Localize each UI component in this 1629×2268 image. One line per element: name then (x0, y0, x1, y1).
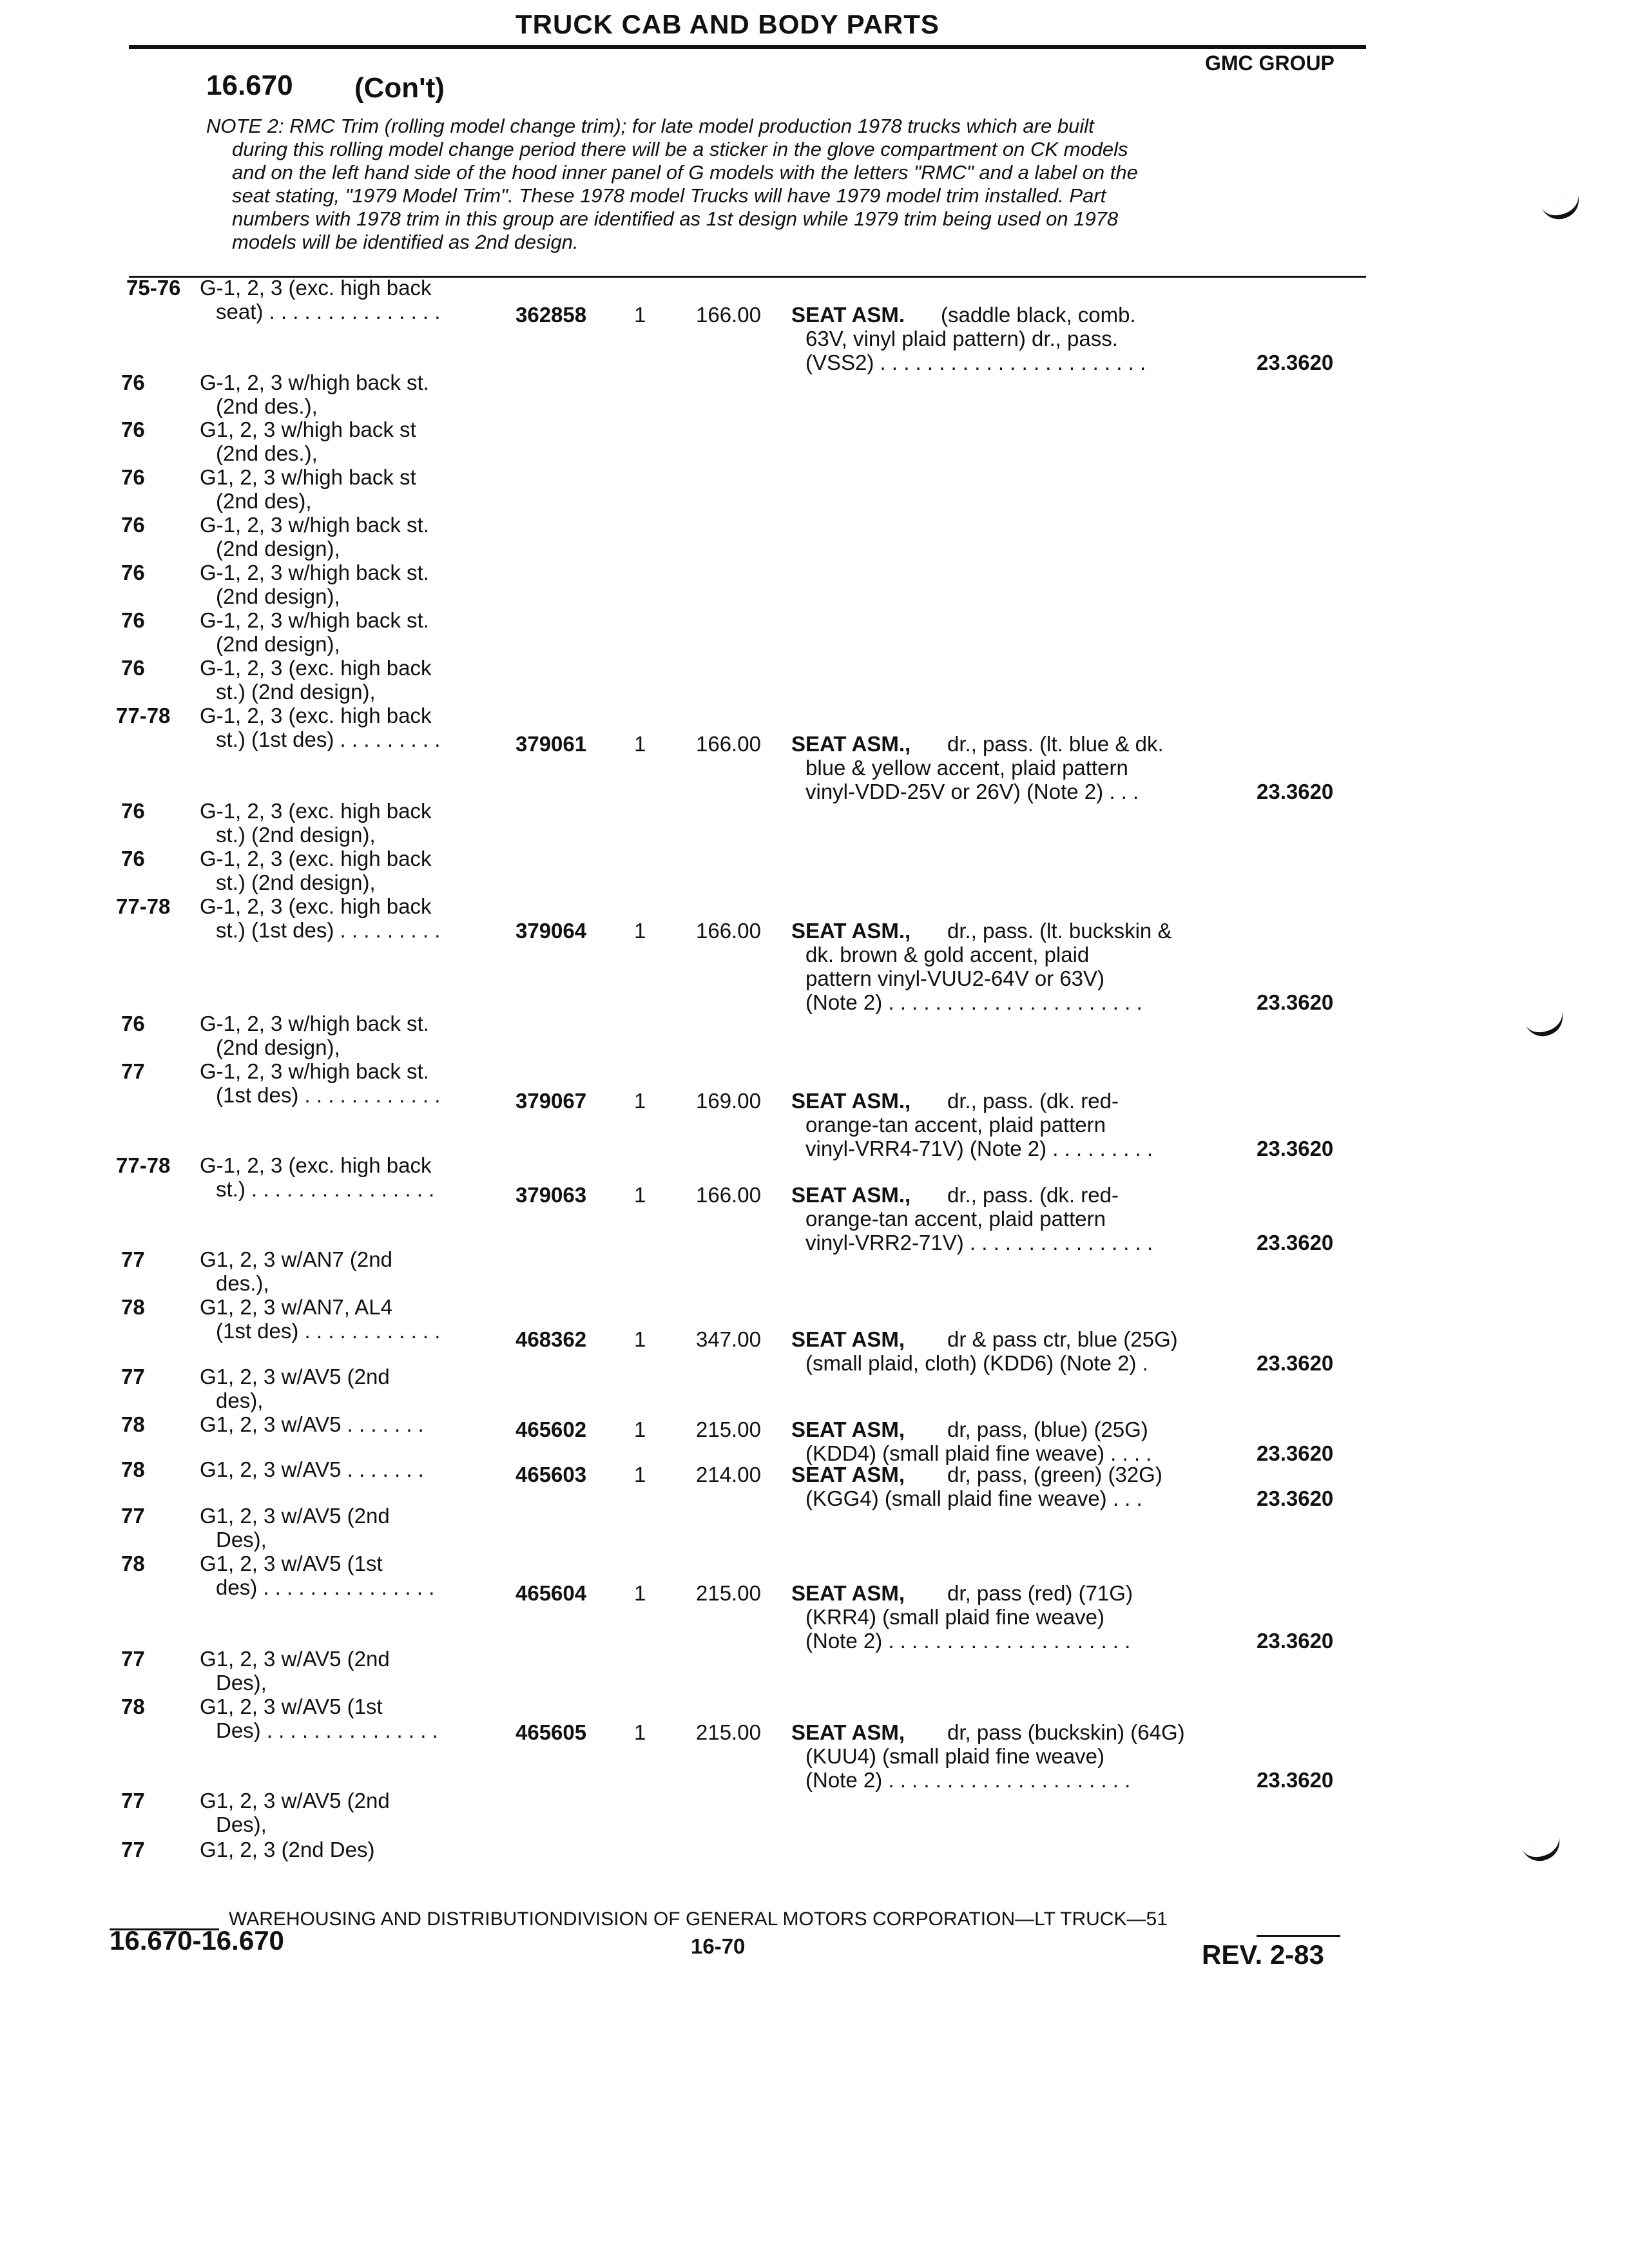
list-price: 169.00 (696, 1089, 761, 1113)
footer-page-number: 16-70 (691, 1934, 746, 1958)
header-rule (129, 45, 1366, 49)
group-code: 23.3620 (1257, 1231, 1334, 1254)
part-name: SEAT ASM. (791, 303, 905, 327)
footer-revision: REV. 2-83 (1202, 1939, 1324, 1970)
application-line: Des), (216, 1812, 267, 1836)
application-line: Des), (216, 1528, 267, 1552)
application-line: (2nd des.), (216, 441, 318, 465)
group-label: GMC GROUP (1205, 52, 1335, 75)
model-year: 76 (121, 608, 145, 632)
part-description: (KGG4) (small plaid fine weave) . . . (805, 1486, 1142, 1510)
application-line: G1, 2, 3 (2nd Des) (200, 1838, 375, 1861)
footer-rule-right (1257, 1935, 1340, 1937)
application-line: G-1, 2, 3 (exc. high back (200, 276, 432, 300)
part-description: dr, pass, (green) (32G) (947, 1463, 1162, 1486)
list-price: 215.00 (696, 1581, 761, 1605)
footer-division-line: WAREHOUSING AND DISTRIBUTIONDIVISION OF GENERAL MOTORS CORPORATION—LT TRUCK—51 (229, 1908, 1168, 1930)
group-code: 23.3620 (1257, 1351, 1334, 1375)
group-code: 23.3620 (1257, 780, 1334, 803)
model-year: 76 (121, 656, 145, 680)
part-description: (VSS2) . . . . . . . . . . . . . . . . . . . . . . . (805, 351, 1146, 374)
part-description: orange-tan accent, plaid pattern (805, 1207, 1106, 1231)
rmc-trim-note (206, 115, 1366, 254)
group-code: 23.3620 (1257, 1137, 1334, 1160)
quantity: 1 (634, 1720, 646, 1744)
part-number: 465602 (516, 1418, 587, 1441)
application-line: des) . . . . . . . . . . . . . . . (216, 1575, 435, 1599)
application-line: G1, 2, 3 w/AV5 (2nd (200, 1789, 390, 1812)
note-line: models will be identified as 2nd design. (232, 231, 579, 253)
application-line: (2nd design), (216, 584, 340, 608)
application-line: G-1, 2, 3 (exc. high back (200, 799, 432, 823)
page-title: TRUCK CAB AND BODY PARTS (516, 9, 940, 39)
model-year: 76 (121, 465, 145, 489)
application-line: G1, 2, 3 w/AV5 (1st (200, 1695, 383, 1718)
application-line: G1, 2, 3 w/high back st (200, 418, 416, 441)
application-line: G1, 2, 3 w/AV5 . . . . . . . (200, 1457, 424, 1481)
part-number: 465603 (516, 1463, 587, 1486)
application-line: Des), (216, 1671, 267, 1695)
model-year: 77-78 (116, 894, 171, 918)
part-name: SEAT ASM, (791, 1418, 905, 1441)
part-description: vinyl-VRR2-71V) . . . . . . . . . . . . . . . . (805, 1231, 1153, 1254)
application-line: G1, 2, 3 w/AV5 . . . . . . . (200, 1412, 424, 1436)
application-line: G1, 2, 3 w/AN7, AL4 (200, 1295, 392, 1319)
part-description: dr., pass. (lt. buckskin & (947, 919, 1172, 943)
group-code: 23.3620 (1257, 1486, 1334, 1510)
application-line: G-1, 2, 3 (exc. high back (200, 656, 432, 680)
list-price: 215.00 (696, 1720, 761, 1744)
part-description: orange-tan accent, plaid pattern (805, 1113, 1106, 1137)
note-line: numbers with 1978 trim in this group are identified as 1st design while 1979 trim being used on 1978 (232, 207, 1119, 230)
application-line: G-1, 2, 3 w/high back st. (200, 561, 429, 584)
model-year: 76 (121, 418, 145, 441)
application-line: G1, 2, 3 w/AV5 (1st (200, 1552, 383, 1575)
application-line: G1, 2, 3 w/AV5 (2nd (200, 1647, 390, 1671)
part-number: 379067 (516, 1089, 587, 1113)
model-year: 77 (121, 1789, 145, 1812)
part-number: 379064 (516, 919, 587, 943)
application-line: G1, 2, 3 w/AV5 (2nd (200, 1365, 390, 1389)
model-year: 75-76 (126, 276, 181, 300)
list-price: 214.00 (696, 1463, 761, 1486)
group-code: 23.3620 (1257, 351, 1334, 374)
part-name: SEAT ASM, (791, 1720, 905, 1744)
group-code: 23.3620 (1257, 990, 1334, 1014)
application-line: des.), (216, 1271, 269, 1295)
part-name: SEAT ASM., (791, 732, 911, 756)
group-code: 23.3620 (1257, 1629, 1334, 1653)
part-number: 362858 (516, 303, 587, 327)
application-line: G-1, 2, 3 w/high back st. (200, 608, 429, 632)
part-description: (small plaid, cloth) (KDD6) (Note 2) . (805, 1351, 1148, 1375)
model-year: 78 (121, 1457, 145, 1481)
part-name: SEAT ASM., (791, 1089, 911, 1113)
part-name: SEAT ASM, (791, 1327, 905, 1351)
model-year: 76 (121, 561, 145, 584)
model-year: 77-78 (116, 704, 171, 727)
part-description: dr., pass. (dk. red- (947, 1089, 1119, 1113)
part-description: (KRR4) (small plaid fine weave) (805, 1605, 1104, 1629)
note-line: NOTE 2: RMC Trim (rolling model change trim); for late model production 1978 trucks which are built (206, 115, 1094, 137)
model-year: 77 (121, 1647, 145, 1671)
part-name: SEAT ASM., (791, 919, 911, 943)
application-line: G-1, 2, 3 w/high back st. (200, 1059, 429, 1083)
application-line: G-1, 2, 3 (exc. high back (200, 847, 432, 870)
footer-range: 16.670-16.670 (110, 1925, 284, 1956)
model-year: 78 (121, 1695, 145, 1718)
quantity: 1 (634, 303, 646, 327)
part-number: 465604 (516, 1581, 587, 1605)
list-price: 166.00 (696, 303, 761, 327)
binder-mark (1525, 1011, 1568, 1042)
part-number: 468362 (516, 1327, 587, 1351)
application-line: G-1, 2, 3 (exc. high back (200, 894, 432, 918)
application-line: st.) (2nd design), (216, 870, 376, 894)
section-number: 16.670 (206, 70, 293, 101)
model-year: 76 (121, 513, 145, 537)
part-description: dr., pass. (dk. red- (947, 1183, 1119, 1207)
part-description: blue & yellow accent, plaid pattern (805, 756, 1128, 780)
quantity: 1 (634, 1327, 646, 1351)
part-name: SEAT ASM, (791, 1581, 905, 1605)
application-line: st.) (2nd design), (216, 823, 376, 847)
part-description: dr., pass. (lt. blue & dk. (947, 732, 1164, 756)
model-year: 76 (121, 847, 145, 870)
part-number: 465605 (516, 1720, 587, 1744)
quantity: 1 (634, 1581, 646, 1605)
binder-mark (1522, 1836, 1565, 1867)
application-line: (2nd design), (216, 537, 340, 561)
part-description: (Note 2) . . . . . . . . . . . . . . . . . . . . . . (805, 990, 1142, 1014)
model-year: 78 (121, 1552, 145, 1575)
part-description: (KUU4) (small plaid fine weave) (805, 1744, 1104, 1768)
list-price: 215.00 (696, 1418, 761, 1441)
model-year: 77-78 (116, 1153, 171, 1177)
quantity: 1 (634, 1089, 646, 1113)
application-line: G1, 2, 3 w/high back st (200, 465, 416, 489)
group-code: 23.3620 (1257, 1441, 1334, 1465)
part-description: (KDD4) (small plaid fine weave) . . . . (805, 1441, 1152, 1465)
quantity: 1 (634, 732, 646, 756)
model-year: 77 (121, 1504, 145, 1528)
list-price: 166.00 (696, 1183, 761, 1207)
quantity: 1 (634, 919, 646, 943)
part-number: 379061 (516, 732, 587, 756)
application-line: (2nd des), (216, 489, 312, 513)
note-line: during this rolling model change period there will be a sticker in the glove compartment on CK models (232, 138, 1128, 160)
note-line: seat stating, "1979 Model Trim". These 1978 model Trucks will have 1979 model trim installed. Part (232, 184, 1106, 207)
application-line: (1st des) . . . . . . . . . . . . (216, 1319, 441, 1343)
quantity: 1 (634, 1463, 646, 1486)
model-year: 77 (121, 1059, 145, 1083)
application-line: (1st des) . . . . . . . . . . . . (216, 1083, 441, 1107)
group-code: 23.3620 (1257, 1768, 1334, 1792)
binder-mark (1541, 194, 1584, 225)
application-line: st.) . . . . . . . . . . . . . . . . (216, 1177, 435, 1201)
part-name: SEAT ASM., (791, 1183, 911, 1207)
application-line: (2nd des.), (216, 394, 318, 418)
part-description: dr, pass (red) (71G) (947, 1581, 1133, 1605)
application-line: G-1, 2, 3 w/high back st. (200, 1012, 429, 1035)
application-line: (2nd design), (216, 632, 340, 656)
part-description: dk. brown & gold accent, plaid (805, 943, 1090, 966)
application-line: G-1, 2, 3 w/high back st. (200, 513, 429, 537)
part-description: vinyl-VDD-25V or 26V) (Note 2) . . . (805, 780, 1139, 803)
application-line: G-1, 2, 3 (exc. high back (200, 1153, 432, 1177)
list-price: 166.00 (696, 732, 761, 756)
part-description: (Note 2) . . . . . . . . . . . . . . . . . . . . . (805, 1768, 1131, 1792)
list-price: 166.00 (696, 919, 761, 943)
part-description: (Note 2) . . . . . . . . . . . . . . . . . . . . . (805, 1629, 1131, 1653)
application-line: (2nd design), (216, 1035, 340, 1059)
model-year: 78 (121, 1295, 145, 1319)
part-description: dr & pass ctr, blue (25G) (947, 1327, 1178, 1351)
application-line: st.) (1st des) . . . . . . . . . (216, 727, 441, 751)
part-description: dr, pass, (blue) (25G) (947, 1418, 1148, 1441)
note-line: and on the left hand side of the hood inner panel of G models with the letters "RMC" and a label on the (232, 161, 1138, 184)
model-year: 76 (121, 370, 145, 394)
part-description: pattern vinyl-VUU2-64V or 63V) (805, 966, 1105, 990)
application-line: G-1, 2, 3 (exc. high back (200, 704, 432, 727)
application-line: Des) . . . . . . . . . . . . . . . (216, 1718, 438, 1742)
section-continued: (Con't) (354, 72, 445, 104)
part-name: SEAT ASM, (791, 1463, 905, 1486)
model-year: 78 (121, 1412, 145, 1436)
application-line: st.) (2nd design), (216, 680, 376, 704)
model-year: 76 (121, 1012, 145, 1035)
part-description: (saddle black, comb. (941, 303, 1136, 327)
list-price: 347.00 (696, 1327, 761, 1351)
model-year: 77 (121, 1247, 145, 1271)
quantity: 1 (634, 1418, 646, 1441)
part-description: vinyl-VRR4-71V) (Note 2) . . . . . . . . . (805, 1137, 1153, 1160)
application-line: G1, 2, 3 w/AN7 (2nd (200, 1247, 392, 1271)
quantity: 1 (634, 1183, 646, 1207)
application-line: st.) (1st des) . . . . . . . . . (216, 918, 441, 942)
application-line: seat) . . . . . . . . . . . . . . . (216, 300, 441, 323)
application-line: des), (216, 1389, 264, 1412)
part-description: dr, pass (buckskin) (64G) (947, 1720, 1185, 1744)
application-line: G1, 2, 3 w/AV5 (2nd (200, 1504, 390, 1528)
application-line: G-1, 2, 3 w/high back st. (200, 370, 429, 394)
part-description: 63V, vinyl plaid pattern) dr., pass. (805, 327, 1118, 351)
model-year: 77 (121, 1365, 145, 1389)
model-year: 76 (121, 799, 145, 823)
model-year: 77 (121, 1838, 145, 1861)
part-number: 379063 (516, 1183, 587, 1207)
